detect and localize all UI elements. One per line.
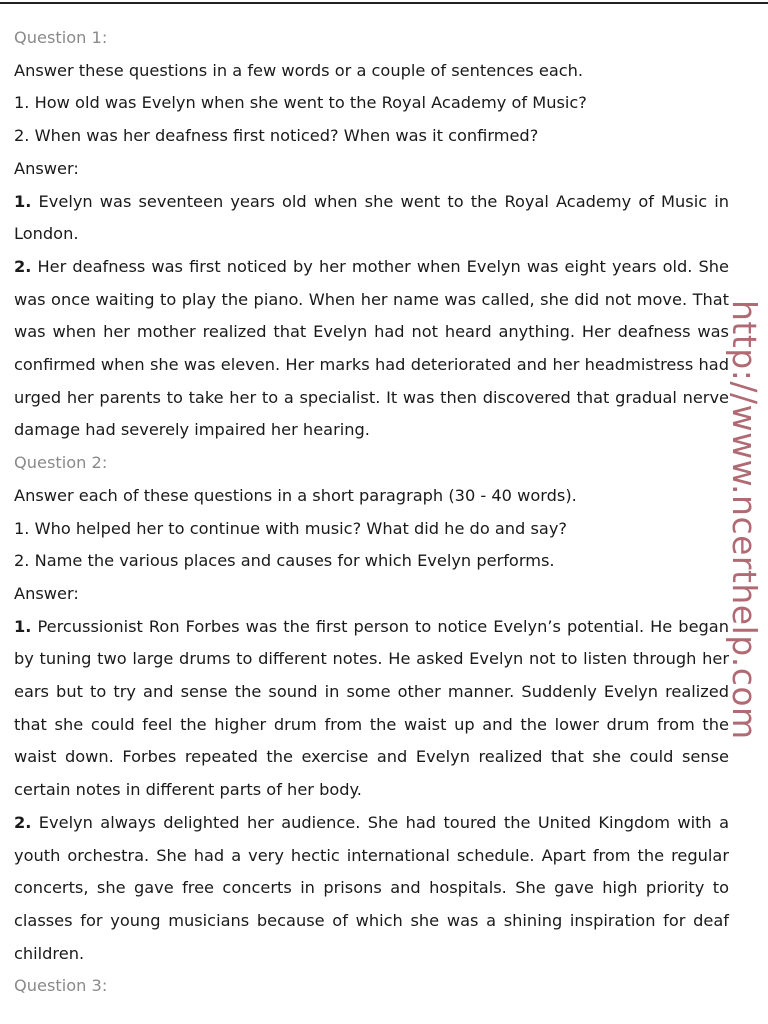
question-2-instruction: Answer each of these questions in a short paragraph (30 - 40 words).	[14, 485, 577, 505]
answer-text: Percussionist Ron Forbes was the first person to notice Evelyn’s potential. He began by tuning two large drums to different notes. He asked Evelyn not to listen through her ears but to try and sense the sound in some other manner. Suddenly Evelyn realized that she could feel the higher drum from the waist up and the lower drum from the waist down. Forbes repeated the exercise and Evelyn realized that she could sense certain notes in different parts of her body.	[14, 616, 729, 800]
watermark	[725, 300, 768, 740]
answer-number: 1.	[14, 191, 32, 211]
answer-number: 2.	[14, 256, 32, 276]
question-2-item-2: 2. Name the various places and causes for which Evelyn performs.	[14, 551, 555, 571]
question-1-answer-2	[14, 251, 729, 447]
question-2-heading: Question 2:	[14, 453, 108, 473]
question-1-heading: Question 1:	[14, 28, 108, 47]
answer-number: 1.	[14, 616, 32, 636]
question-2-answer-1	[14, 611, 729, 807]
watermark-url-link[interactable]: http://www.ncerthelp.com	[725, 300, 764, 740]
question-1-instruction: Answer these questions in a few words or a couple of sentences each.	[14, 60, 584, 80]
question-1-answer-label: Answer:	[14, 158, 79, 178]
question-2-item-1: 1. Who helped her to continue with music? What did he do and say?	[14, 518, 567, 538]
answer-text: Her deafness was first noticed by her mother when Evelyn was eight years old. She was once waiting to play the piano. When her name was called, she did not move. That was when her mother realized that Evelyn had not heard anything. Her deafness was confirmed when she was eleven. Her marks had deteriorated and her headmistress had urged her parents to take her to a specialist. It was then discovered that gradual nerve damage had severely impaired her hearing.	[14, 256, 729, 440]
question-1-item-2: 2. When was her deafness first noticed? When was it confirmed?	[14, 126, 539, 146]
question-1-answer-1	[14, 186, 729, 251]
document-body	[14, 22, 729, 1003]
question-1-item-1: 1. How old was Evelyn when she went to the Royal Academy of Music?	[14, 93, 587, 113]
question-2-answer-2	[14, 807, 729, 971]
answer-text: Evelyn always delighted her audience. She had toured the United Kingdom with a youth orchestra. She had a very hectic international schedule. Apart from the regular concerts, she gave free concerts in prisons and hospitals. She gave high priority to classes for young musicians because of which she was a shining inspiration for deaf children.	[14, 812, 729, 963]
answer-number: 2.	[14, 812, 32, 832]
question-2-answer-label: Answer:	[14, 583, 79, 603]
question-3-heading: Question 3:	[14, 976, 108, 996]
top-border-line	[0, 2, 768, 4]
answer-text: Evelyn was seventeen years old when she went to the Royal Academy of Music in London.	[14, 191, 729, 244]
